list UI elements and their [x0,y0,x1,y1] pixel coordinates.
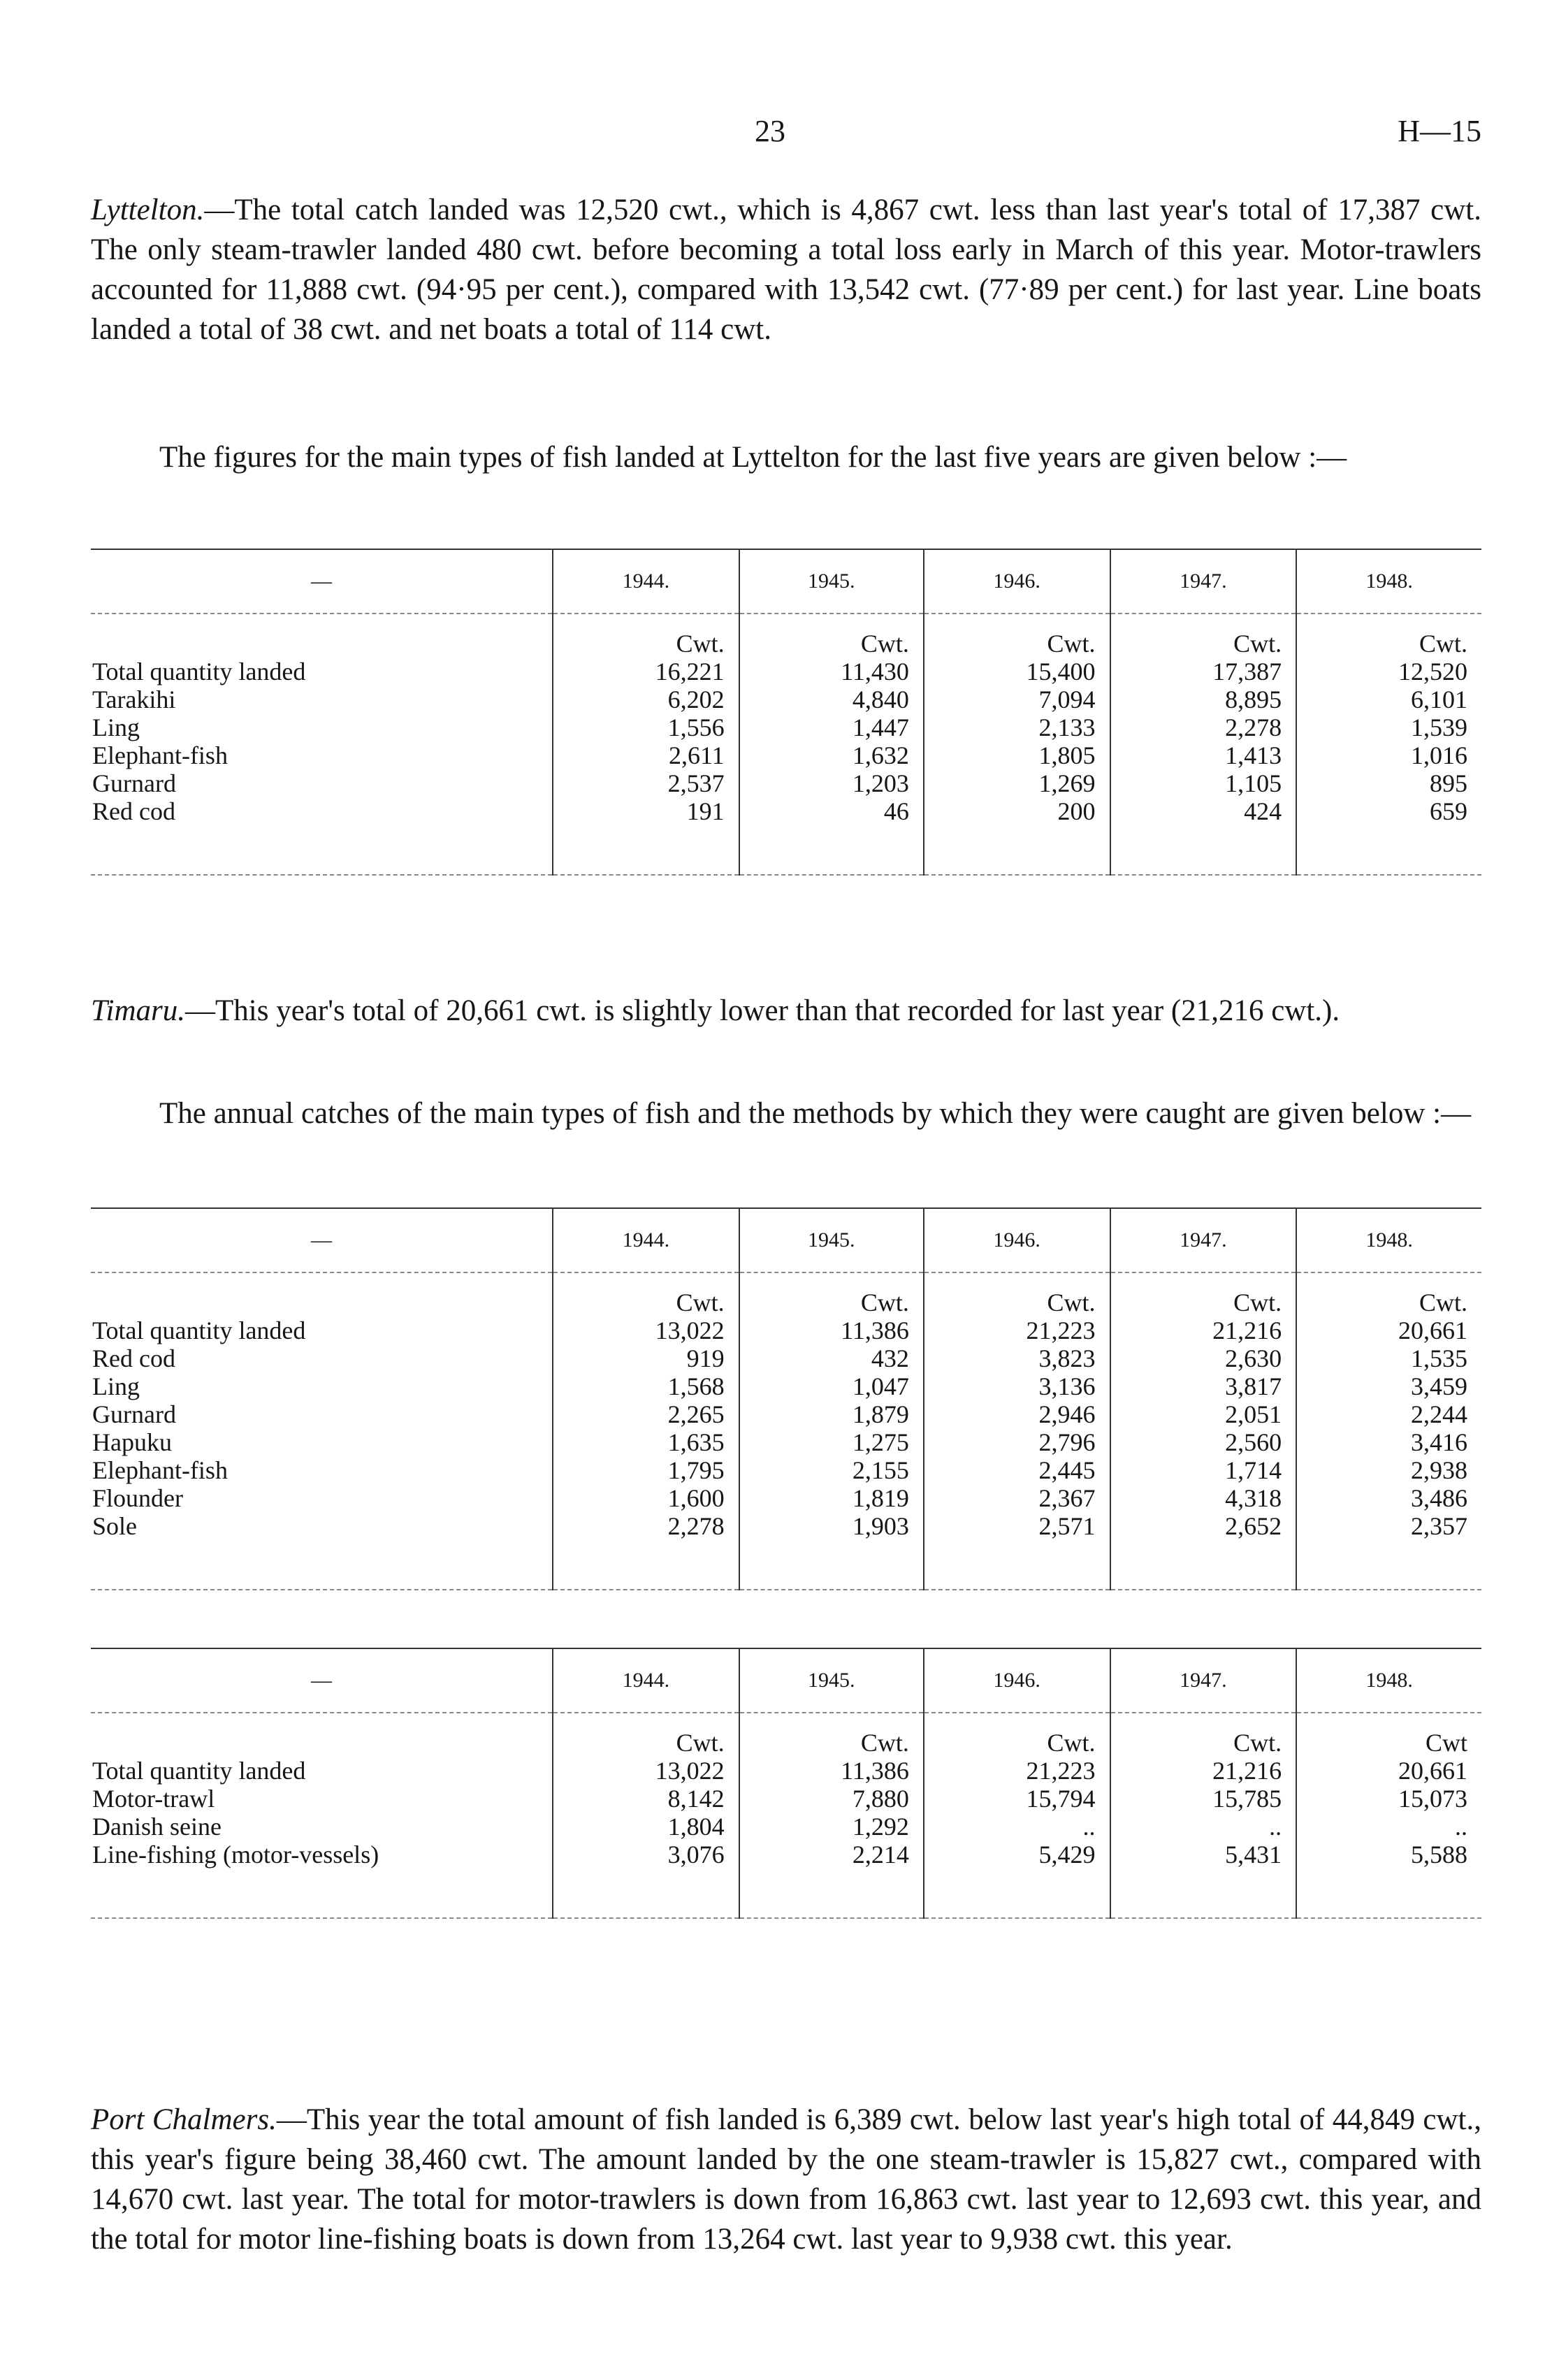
value-cell: 1,269 [924,769,1110,797]
value-cell: 1,805 [924,741,1110,769]
row-label: Elephant-fish [92,741,228,769]
table-row [91,1400,1481,1428]
table-row [91,769,1481,797]
value-cell: 2,946 [924,1400,1110,1428]
value-cell: 21,223 [924,1316,1110,1344]
year-header: 1944. [553,1208,739,1272]
value-cell: 21,223 [924,1757,1110,1785]
value-cell: 13,022 [553,1316,739,1344]
paragraph-text: —The total catch landed was 12,520 cwt., which is 4,867 cwt. less than last year's total of 17,387 cwt. The only steam-trawler landed 480 cwt. before becoming a total loss early in March of this year. Motor-trawlers accounted for 11,888 cwt. (94·95 per cent.), compared with 13,542 cwt. (77·89 per cent.) for last year. Line boats landed a total of 38 cwt. and net boats a total of 114 cwt. [91,194,1481,346]
table-row [91,1512,1481,1540]
value-cell: 2,611 [553,741,739,769]
value-cell: 1,819 [739,1484,924,1512]
value-cell: 21,216 [1110,1316,1297,1344]
value-cell: 11,430 [739,658,924,685]
value-cell: 1,556 [553,713,739,741]
table-row [91,1484,1481,1512]
value-cell: 15,785 [1110,1785,1297,1813]
unit-cell: Cwt. [1296,1272,1481,1316]
year-header: 1948. [1296,549,1481,614]
value-cell: 659 [1296,797,1481,825]
timaru-method-table [91,1648,1481,1919]
row-label: Ling [92,1372,140,1400]
table-corner: — [311,1228,332,1251]
value-cell: .. [924,1813,1110,1841]
value-cell: 21,216 [1110,1757,1297,1785]
year-header: 1947. [1110,1208,1297,1272]
row-label: Ling [92,713,140,741]
unit-cell: Cwt. [1110,1713,1297,1757]
value-cell: 2,244 [1296,1400,1481,1428]
value-cell: 20,661 [1296,1757,1481,1785]
value-cell: 5,588 [1296,1841,1481,1869]
row-label: Flounder [92,1484,183,1512]
value-cell: .. [1110,1813,1297,1841]
value-cell: 7,094 [924,685,1110,713]
value-cell: 3,823 [924,1344,1110,1372]
value-cell: 2,652 [1110,1512,1297,1540]
value-cell: 4,318 [1110,1484,1297,1512]
value-cell: 2,051 [1110,1400,1297,1428]
year-header: 1948. [1296,1208,1481,1272]
value-cell: 8,142 [553,1785,739,1813]
timaru-catch-table [91,1207,1481,1590]
unit-cell: Cwt. [924,1713,1110,1757]
row-label: Sole [92,1512,138,1540]
unit-cell: Cwt. [1110,614,1297,658]
row-label: Total quantity landed [92,658,306,685]
table-body [91,614,1481,825]
table-corner: — [311,569,332,593]
value-cell: 1,795 [553,1456,739,1484]
table-row [91,797,1481,825]
value-cell: 2,357 [1296,1512,1481,1540]
lyttelton-intro: The figures for the main types of fish landed at Lyttelton for the last five years are given below :— [159,441,1347,474]
value-cell: 1,105 [1110,769,1297,797]
row-label: Gurnard [92,769,176,797]
year-header: 1947. [1110,549,1297,614]
value-cell: 2,155 [739,1456,924,1484]
row-label: Red cod [92,1344,175,1372]
value-cell: 191 [553,797,739,825]
value-cell: 1,714 [1110,1456,1297,1484]
value-cell: 16,221 [553,658,739,685]
value-cell: 2,133 [924,713,1110,741]
value-cell: 2,214 [739,1841,924,1869]
unit-cell: Cwt. [553,1272,739,1316]
value-cell: 1,635 [553,1428,739,1456]
unit-cell: Cwt. [924,1272,1110,1316]
timaru-paragraph [91,991,1481,1031]
table-corner: — [311,1669,332,1692]
value-cell: 2,560 [1110,1428,1297,1456]
value-cell: 3,817 [1110,1372,1297,1400]
page-number: 23 [755,114,785,148]
table-row [91,1344,1481,1372]
value-cell: 17,387 [1110,658,1297,685]
value-cell: .. [1296,1813,1481,1841]
value-cell: 11,386 [739,1757,924,1785]
value-cell: 1,447 [739,713,924,741]
table-row [91,1841,1481,1869]
table-row [91,713,1481,741]
lyttelton-paragraph [91,190,1481,349]
row-label: Elephant-fish [92,1456,228,1484]
value-cell: 12,520 [1296,658,1481,685]
value-cell: 2,571 [924,1512,1110,1540]
value-cell: 46 [739,797,924,825]
year-header: 1947. [1110,1648,1297,1713]
value-cell: 5,431 [1110,1841,1297,1869]
value-cell: 15,794 [924,1785,1110,1813]
year-header: 1946. [924,1208,1110,1272]
table-row [91,1316,1481,1344]
value-cell: 2,445 [924,1456,1110,1484]
value-cell: 2,278 [553,1512,739,1540]
row-label: Motor-trawl [92,1785,215,1813]
value-cell: 6,202 [553,685,739,713]
table-row [91,1372,1481,1400]
value-cell: 200 [924,797,1110,825]
year-header: 1945. [739,1648,924,1713]
value-cell: 15,073 [1296,1785,1481,1813]
place-name: Port Chalmers. [91,2103,277,2136]
table-row [91,685,1481,713]
table-row [91,1428,1481,1456]
year-header: 1948. [1296,1648,1481,1713]
value-cell: 3,486 [1296,1484,1481,1512]
value-cell: 15,400 [924,658,1110,685]
value-cell: 2,367 [924,1484,1110,1512]
year-header: 1946. [924,549,1110,614]
value-cell: 2,278 [1110,713,1297,741]
table-row [91,1456,1481,1484]
value-cell: 1,413 [1110,741,1297,769]
unit-cell: Cwt. [1296,614,1481,658]
year-header: 1944. [553,549,739,614]
unit-cell: Cwt. [924,614,1110,658]
value-cell: 8,895 [1110,685,1297,713]
value-cell: 2,938 [1296,1456,1481,1484]
value-cell: 1,632 [739,741,924,769]
value-cell: 2,265 [553,1400,739,1428]
table-body [91,1713,1481,1869]
value-cell: 20,661 [1296,1316,1481,1344]
value-cell: 2,630 [1110,1344,1297,1372]
table-row [91,741,1481,769]
value-cell: 11,386 [739,1316,924,1344]
value-cell: 1,203 [739,769,924,797]
page-header [91,105,1481,154]
table-row [91,1813,1481,1841]
value-cell: 3,459 [1296,1372,1481,1400]
unit-cell: Cwt. [553,1713,739,1757]
value-cell: 1,879 [739,1400,924,1428]
row-label: Red cod [92,797,175,825]
table-row [91,1757,1481,1785]
document-code: H—15 [1398,114,1481,148]
value-cell: 1,903 [739,1512,924,1540]
row-label: Gurnard [92,1400,176,1428]
unit-cell: Cwt [1296,1713,1481,1757]
unit-cell: Cwt. [739,614,924,658]
table-row [91,1785,1481,1813]
value-cell: 2,537 [553,769,739,797]
row-label: Tarakihi [92,685,176,713]
value-cell: 424 [1110,797,1297,825]
place-name: Lyttelton. [91,194,205,226]
value-cell: 5,429 [924,1841,1110,1869]
year-header: 1946. [924,1648,1110,1713]
value-cell: 7,880 [739,1785,924,1813]
unit-row [91,614,1481,658]
timaru-intro: The annual catches of the main types of fish and the methods by which they were caught are given below :— [159,1097,1472,1130]
value-cell: 3,076 [553,1841,739,1869]
unit-cell: Cwt. [1110,1272,1297,1316]
paragraph-text: —This year's total of 20,661 cwt. is slightly lower than that recorded for last year (21,216 cwt.). [185,994,1340,1027]
paragraph-text: —This year the total amount of fish landed is 6,389 cwt. below last year's high total of 44,849 cwt., this year's figure being 38,460 cwt. The amount landed by the one steam-trawler is 15,827 cwt., compared with 14,670 cwt. last year. The total for motor-trawlers is down from 16,863 cwt. last year to 12,693 cwt. this year, and the total for motor line-fishing boats is down from 13,264 cwt. last year to 9,938 cwt. this year. [91,2103,1482,2256]
year-header: 1944. [553,1648,739,1713]
year-header: 1945. [739,549,924,614]
value-cell: 3,136 [924,1372,1110,1400]
value-cell: 1,016 [1296,741,1481,769]
row-label: Total quantity landed [92,1316,306,1344]
value-cell: 1,568 [553,1372,739,1400]
port-chalmers-paragraph [91,2100,1481,2259]
place-name: Timaru. [91,994,186,1027]
unit-cell: Cwt. [553,614,739,658]
value-cell: 1,535 [1296,1344,1481,1372]
table-row [91,658,1481,685]
row-label: Hapuku [92,1428,172,1456]
value-cell: 1,275 [739,1428,924,1456]
row-label: Danish seine [92,1813,222,1841]
lyttelton-table [91,549,1481,876]
value-cell: 1,292 [739,1813,924,1841]
value-cell: 4,840 [739,685,924,713]
unit-cell: Cwt. [739,1713,924,1757]
row-label: Total quantity landed [92,1757,306,1785]
value-cell: 1,600 [553,1484,739,1512]
row-label: Line-fishing (motor-vessels) [92,1841,379,1869]
value-cell: 3,416 [1296,1428,1481,1456]
value-cell: 6,101 [1296,685,1481,713]
value-cell: 1,804 [553,1813,739,1841]
value-cell: 1,539 [1296,713,1481,741]
value-cell: 2,796 [924,1428,1110,1456]
value-cell: 13,022 [553,1757,739,1785]
value-cell: 895 [1296,769,1481,797]
unit-row [91,1272,1481,1316]
value-cell: 919 [553,1344,739,1372]
unit-row [91,1713,1481,1757]
table-body [91,1272,1481,1540]
unit-cell: Cwt. [739,1272,924,1316]
value-cell: 1,047 [739,1372,924,1400]
value-cell: 432 [739,1344,924,1372]
year-header: 1945. [739,1208,924,1272]
